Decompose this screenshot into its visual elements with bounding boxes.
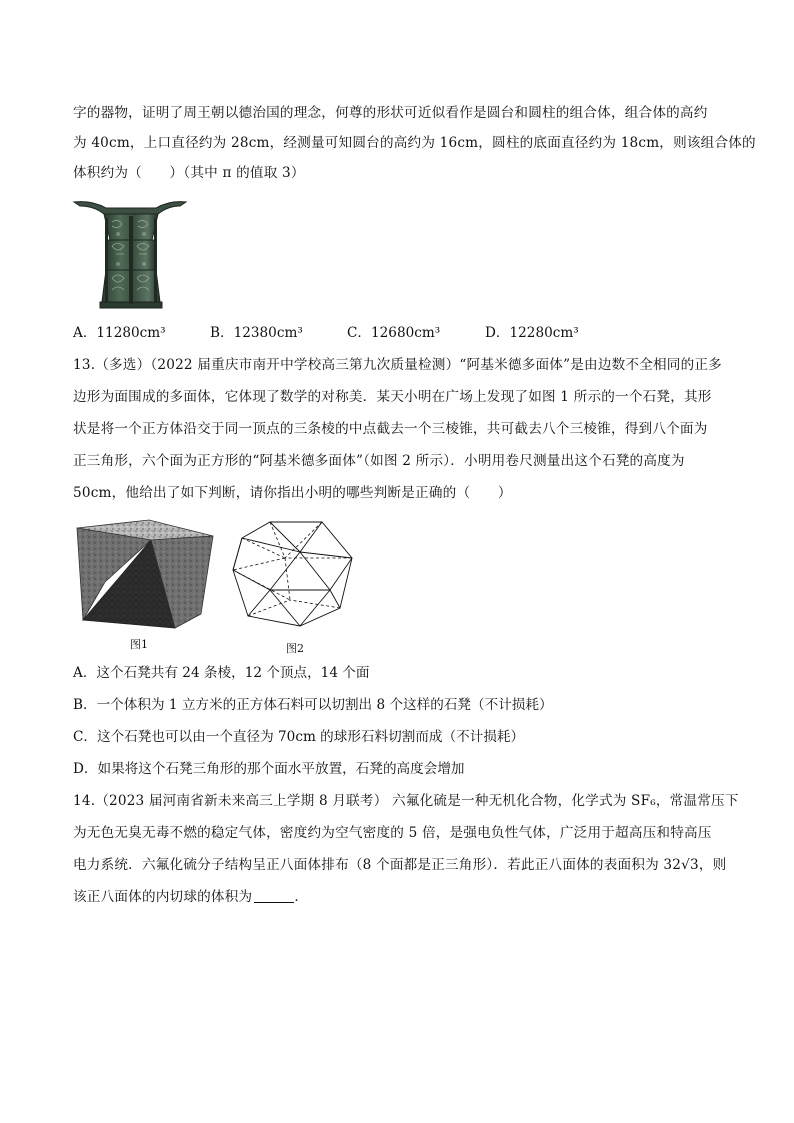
p13-line-3: 状是将一个正方体沿交于同一顶点的三条棱的中点截去一个三棱锥，共可截去八个三棱锥，得到八个面为 <box>73 421 708 437</box>
p12-option-a: A．11280cm³ <box>73 325 166 341</box>
p12-line-1: 字的器物，证明了周王朝以德治国的理念，何尊的形状可近似看作是圆台和圆柱的组合体，组合体的高约 <box>73 105 708 121</box>
p13-option-d: D．如果将这个石凳三角形的那个面水平放置，石凳的高度会增加 <box>73 761 465 777</box>
p13-option-b: B．一个体积为 1 立方米的正方体石料可以切割出 8 个这样的石凳（不计损耗） <box>73 697 553 713</box>
p14-line-1: 14.（2023 届河南省新未来高三上学期 8 月联考） 六氟化硫是一种无机化合物，化学式为 SF₆，常温常压下 <box>73 793 739 809</box>
p14-line-3: 电力系统．六氟化硫分子结构呈正八面体排布（8 个面都是正三角形）．若此正八面体的表面积为 32√3，则 <box>73 857 727 873</box>
p12-option-c: C．12680cm³ <box>347 325 441 341</box>
p13-line-1: 13.（多选）（2022 届重庆市南开中学校高三第九次质量检测）“阿基米德多面体”是由边数不全相同的正多 <box>73 357 722 373</box>
stone-stool-figure <box>75 518 215 630</box>
p13-line-2: 边形为面围成的多面体，它体现了数学的对称美．某天小明在广场上发现了如图 1 所示的一个石凳，其形 <box>73 389 712 405</box>
answer-blank <box>254 888 294 903</box>
cuboctahedron-figure <box>230 518 355 630</box>
p12-option-d: D．12280cm³ <box>485 325 579 341</box>
p13-option-a: A．这个石凳共有 24 条棱，12 个顶点，14 个面 <box>73 665 370 681</box>
p12-line-2: 为 40cm，上口直径约为 28cm，经测量可知圆台的高约为 16cm，圆柱的底面直径约为 18cm，则该组合体的 <box>73 135 756 151</box>
p14-line-4-text: 该正八面体的内切球的体积为 <box>73 889 253 905</box>
p13-line-5: 50cm，他给出了如下判断，请你指出小明的哪些判断是正确的（ ） <box>73 485 512 501</box>
p14-line-4-end: ． <box>294 889 309 905</box>
bronze-vessel-image <box>72 194 188 314</box>
fig2-caption: 图2 <box>286 642 304 655</box>
p12-line-3: 体积约为（ ）（其中 π 的值取 3） <box>73 165 305 181</box>
p14-line-2: 为无色无臭无毒不燃的稳定气体，密度约为空气密度的 5 倍，是强电负性气体，广泛用于超高压和特高压 <box>73 825 712 841</box>
p13-option-c: C．这个石凳也可以由一个直径为 70cm 的球形石料切割而成（不计损耗） <box>73 729 525 745</box>
fig1-caption: 图1 <box>130 638 148 651</box>
p13-line-4: 正三角形，六个面为正方形的“阿基米德多面体”（如图 2 所示）．小明用卷尺测量出这个石凳的高度为 <box>73 453 685 469</box>
p14-line-4 <box>73 887 308 907</box>
p12-option-b: B．12380cm³ <box>210 325 303 341</box>
